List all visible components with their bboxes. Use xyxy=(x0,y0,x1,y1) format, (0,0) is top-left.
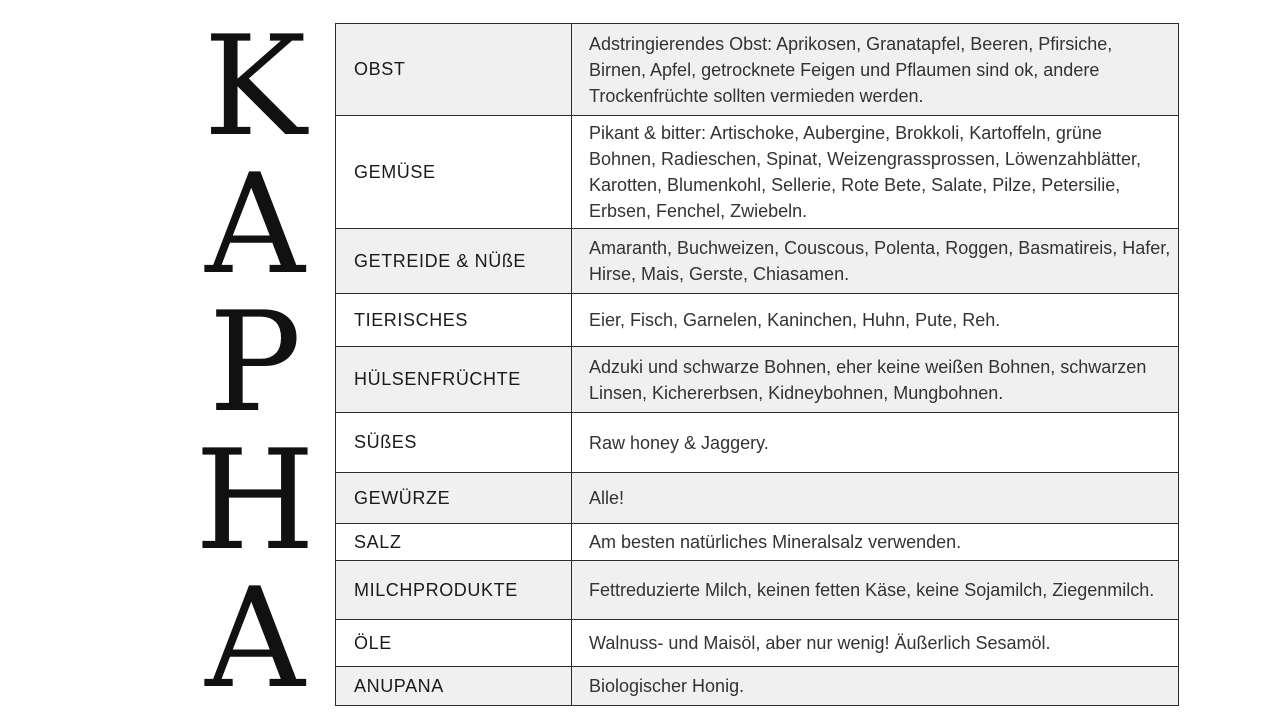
category-cell: SALZ xyxy=(336,524,572,561)
table-row xyxy=(336,347,1179,413)
table-row xyxy=(336,473,1179,524)
title-letter-k: K xyxy=(203,6,307,167)
description-cell: Biologischer Honig. xyxy=(572,667,1179,706)
kapha-vertical-title xyxy=(194,6,316,719)
table-row xyxy=(336,667,1179,706)
description-cell: Adzuki und schwarze Bohnen, eher keine weißen Bohnen, schwarzen Linsen, Kichererbsen, Kidneybohnen, Mungbohnen. xyxy=(572,347,1179,413)
table-row xyxy=(336,24,1179,116)
description-cell: Am besten natürliches Mineralsalz verwenden. xyxy=(572,524,1179,561)
table-row xyxy=(336,413,1179,473)
category-cell: TIERISCHES xyxy=(336,294,572,347)
description-cell: Eier, Fisch, Garnelen, Kaninchen, Huhn, Pute, Reh. xyxy=(572,294,1179,347)
table-row xyxy=(336,116,1179,229)
category-cell: ÖLE xyxy=(336,620,572,667)
description-cell: Raw honey & Jaggery. xyxy=(572,413,1179,473)
food-recommendation-table xyxy=(335,23,1179,706)
table-row xyxy=(336,229,1179,294)
category-cell: HÜLSENFRÜCHTE xyxy=(336,347,572,413)
title-letter-a: A xyxy=(205,144,305,305)
description-cell: Amaranth, Buchweizen, Couscous, Polenta, Roggen, Basmatireis, Hafer, Hirse, Mais, Gerste, Chiasamen. xyxy=(572,229,1179,294)
table-row xyxy=(336,561,1179,620)
title-letter-a-2: A xyxy=(205,558,305,719)
table-row xyxy=(336,294,1179,347)
description-cell: Adstringierendes Obst: Aprikosen, Granatapfel, Beeren, Pfirsiche, Birnen, Apfel, getrocknete Feigen und Pflaumen sind ok, andere Trockenfrüchte sollten vermieden werden. xyxy=(572,24,1179,116)
category-cell: OBST xyxy=(336,24,572,116)
table-row xyxy=(336,620,1179,667)
description-cell: Alle! xyxy=(572,473,1179,524)
description-cell: Fettreduzierte Milch, keinen fetten Käse, keine Sojamilch, Ziegenmilch. xyxy=(572,561,1179,620)
category-cell: MILCHPRODUKTE xyxy=(336,561,572,620)
title-letter-h: H xyxy=(194,420,316,581)
category-cell: GETREIDE & NÜßE xyxy=(336,229,572,294)
category-cell: SÜßES xyxy=(336,413,572,473)
table-row xyxy=(336,524,1179,561)
category-cell: GEWÜRZE xyxy=(336,473,572,524)
description-cell: Walnuss- und Maisöl, aber nur wenig! Äußerlich Sesamöl. xyxy=(572,620,1179,667)
description-cell: Pikant & bitter: Artischoke, Aubergine, Brokkoli, Kartoffeln, grüne Bohnen, Radieschen, Spinat, Weizengrassprossen, Löwenzahblätter, Karotten, Blumenkohl, Sellerie, Rote Bete, Salate, Pilze, Petersilie, Erbsen, Fenchel, Zwiebeln. xyxy=(572,116,1179,229)
category-cell: ANUPANA xyxy=(336,667,572,706)
title-letter-p: P xyxy=(208,282,302,443)
category-cell: GEMÜSE xyxy=(336,116,572,229)
